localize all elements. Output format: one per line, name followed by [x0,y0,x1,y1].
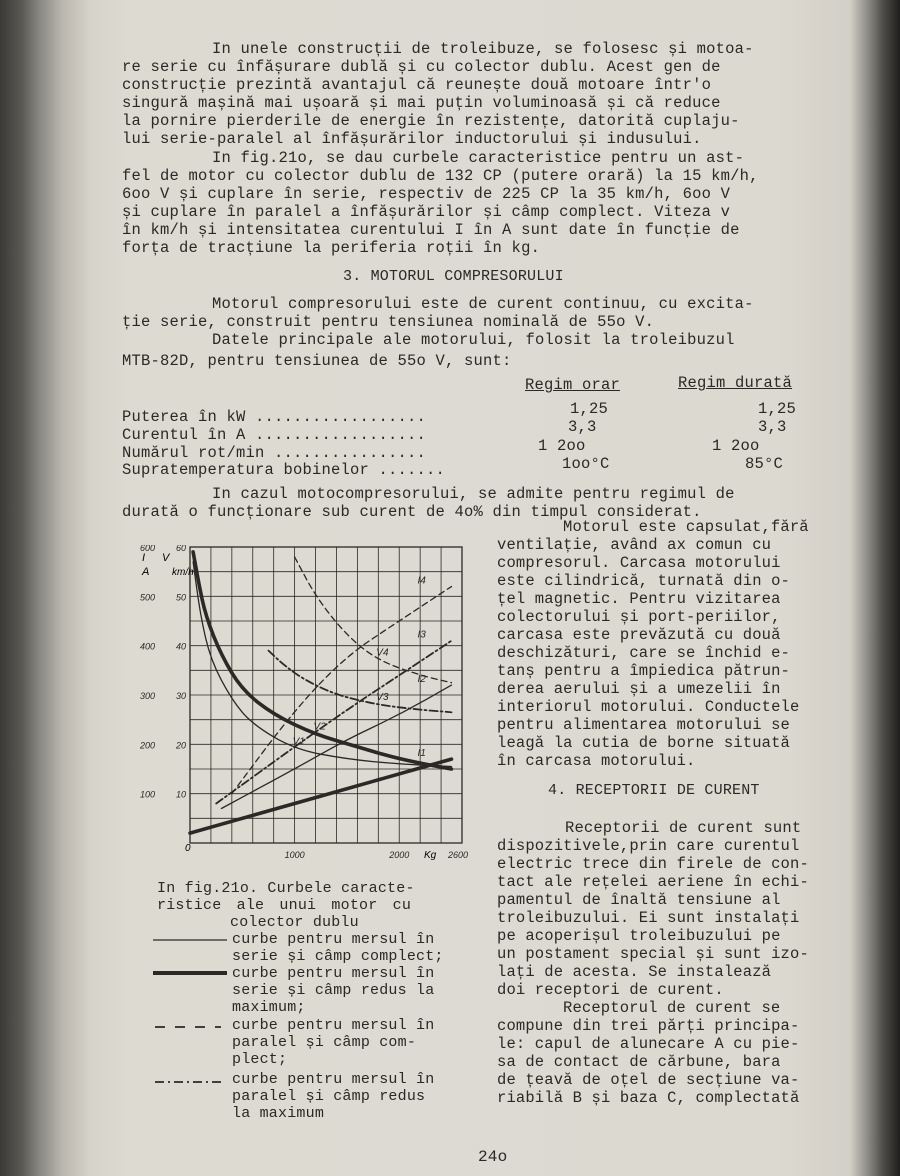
y-left-tick-label: 200 [140,740,156,751]
left-axis-label-A: A [142,566,150,578]
legend-text: curbe pentru mersul în [232,965,435,982]
text-line: pentru alimentarea motorului se [497,716,790,734]
right-axis-label-V: V [162,552,170,564]
table-row-label: Curentul în A .................. [122,426,427,444]
legend-text: serie și câmp redus la [232,982,435,999]
curve-label-i1: I1 [417,748,426,760]
text-line: MTB-82D, pentru tensiunea de 55o V, sunt: [122,352,512,370]
right-axis-label-kmh: km/h [172,567,194,578]
text-line: lați de acesta. Se instalează [497,963,772,981]
text-line: construcție prezintă avantajul că reunește două motoare într'o [122,76,712,94]
y-left-tick-label: 300 [140,691,156,701]
curve-label-v1: V1 [292,736,305,748]
text-line: deschizături, care se închid e- [497,644,790,662]
text-line: compresorul. Carcasa motorului [497,554,781,572]
legend-text: maximum; [232,999,306,1016]
curve-label-v4: V4 [376,647,389,659]
legend-swatch-dashed [155,1022,231,1032]
curve-label-i2: I2 [417,674,426,686]
x-tick-label: 2600 [448,850,469,860]
text-line: dispozitivele,prin care curentul [497,837,800,855]
y-right-tick-label: 60 [176,545,187,553]
text-line: In fig.21o, se dau curbele caracteristice pentru un ast- [212,149,745,167]
caption-line: ristice ale unui motor cu [157,897,412,914]
chart-labels [140,545,468,860]
text-line: Motorul este capsulat,fără [563,518,809,536]
origin-label: 0 [185,843,191,854]
y-right-tick-label: 10 [176,789,187,800]
text-line: durată o funcționare sub curent de 4o% din timpul considerat. [122,503,702,521]
text-line: tanș pentru a împiedica pătrun- [497,662,790,680]
characteristic-curves-chart [140,545,485,865]
text-line: Motorul compresorului este de curent continuu, cu excita- [212,295,754,313]
text-line: lui serie-paralel al înfășurărilor inductorului și indusului. [122,130,702,148]
text-line: interiorul motorului. Conductele [497,698,800,716]
legend-text: la maximum [232,1105,325,1122]
text-line: re serie cu înfășurare dublă și cu colector dublu. Acest gen de [122,58,721,76]
text-line: carcasa este prevăzută cu două [497,626,781,644]
curve-v4 [295,557,452,686]
y-left-tick-label: 500 [140,592,156,603]
caption-line: In fig.21o. Curbele caracte- [157,880,415,897]
y-right-tick-label: 20 [176,740,187,751]
table-cell: 1,25 [758,400,797,418]
curve-label-v2: V2 [313,721,326,733]
text-line: le: capul de alunecare A cu pie- [497,1035,800,1053]
legend-swatch-solid [153,934,229,944]
text-line: troleibuzului. Ei sunt instalați [497,909,800,927]
chart-curves [190,552,452,833]
text-line: Receptorii de curent sunt [565,819,802,837]
curve-label-v3: V3 [376,691,389,703]
table-cell: 3,3 [568,418,597,436]
text-line: de țeavă de oțel de secțiune va- [497,1071,800,1089]
text-line: derea aerului și a umezelii în [497,680,781,698]
text-line: este cilindrică, turnată din o- [497,572,790,590]
text-line: un postament special și sunt izo- [497,945,809,963]
legend-text: serie și câmp complect; [232,948,444,965]
curve-label-i3: I3 [417,629,426,641]
text-line: ventilație, având ax comun cu [497,536,772,554]
text-line: pe acoperișul troleibuzului pe [497,927,781,945]
table-cell: 1oo°C [562,455,610,473]
table-cell: 1,25 [570,400,609,418]
text-line: riabilă B și baza C, complectată [497,1089,800,1107]
text-line: și cuplare în paralel a înfășurărilor și câmp complect. Viteza v [122,203,731,221]
text-line: forța de tracțiune la periferia roții în kg. [122,239,541,257]
y-right-tick-label: 50 [176,592,187,603]
text-line: leagă la cutia de borne situată [497,734,790,752]
text-line: electric trece din firele de con- [497,855,809,873]
section-heading: 3. MOTORUL COMPRESORULUI [343,268,564,285]
text-line: doi receptori de curent. [497,981,724,999]
curve-label-i4: I4 [417,575,426,587]
text-line: ție serie, construit pentru tensiunea nominală de 55o V. [122,313,655,331]
page-number: 24o [478,1148,508,1166]
text-line: pamentul de înaltă tensiune al [497,891,781,909]
text-line: în carcasa motorului. [497,752,696,770]
table-row-label: Supratemperatura bobinelor ....... [122,461,446,479]
legend-text: paralel și câmp com- [232,1034,417,1051]
text-line: la pornire pierderile de energie în rezistențe, datorită cuplaju- [122,112,740,130]
y-left-tick-label: 100 [140,789,156,800]
caption-line: colector dublu [230,914,359,931]
x-tick-label: 1000 [284,850,305,860]
legend-swatch-thick [153,968,229,978]
text-line: tact ale rețelei aeriene în echi- [497,873,809,891]
text-line: țel magnetic. Pentru vizitarea [497,590,781,608]
text-line: In cazul motocompresorului, se admite pentru regimul de [212,485,735,503]
section-heading: 4. RECEPTORII DE CURENT [548,782,760,799]
legend-text: plect; [232,1051,288,1068]
y-right-tick-label: 40 [176,641,187,652]
table-header-hourly: Regim orar [525,376,621,394]
text-line: în km/h și intensitatea curentului I în A sunt date în funcție de [122,221,740,239]
text-line: Datele principale ale motorului, folosit la troleibuzul [212,331,735,349]
x-tick-label: 2000 [389,850,410,860]
table-cell: 1 2oo [538,437,586,455]
text-line: fel de motor cu colector dublu de 132 CP (putere orară) la 15 km/h, [122,167,759,185]
text-line: singură mașină mai ușoară și mai puțin voluminoasă și că reduce [122,94,721,112]
legend-text: curbe pentru mersul în [232,1071,435,1088]
chart-grid [190,547,462,843]
table-cell: 1 2oo [712,437,760,455]
legend-swatch-dashdot [155,1077,231,1087]
text-line: In unele construcții de troleibuze, se folosesc și motoa- [212,40,754,58]
text-line: compune din trei părți principa- [497,1017,800,1035]
table-header-continuous: Regim durată [678,374,793,392]
x-axis-unit-label: Kg [424,850,437,861]
table-cell: 3,3 [758,418,787,436]
table-cell: 85°C [745,455,784,473]
text-line: colectorului și port-periilor, [497,608,781,626]
left-axis-label-I: I [142,552,146,564]
table-row-label: Numărul rot/min ................ [122,444,427,462]
y-left-tick-label: 400 [140,641,156,652]
text-line: 6oo V și cuplare în serie, respectiv de 225 CP la 35 km/h, 6oo V [122,185,731,203]
legend-text: curbe pentru mersul în [232,931,435,948]
legend-text: paralel și câmp redus [232,1088,426,1105]
table-row-label: Puterea în kW .................. [122,408,427,426]
y-left-tick-label: 600 [140,545,156,553]
curve-i1 [190,759,452,833]
y-right-tick-label: 30 [176,691,187,701]
text-line: sa de contact de cărbune, bara [497,1053,781,1071]
legend-text: curbe pentru mersul în [232,1017,435,1034]
text-line: Receptorul de curent se [563,999,781,1017]
